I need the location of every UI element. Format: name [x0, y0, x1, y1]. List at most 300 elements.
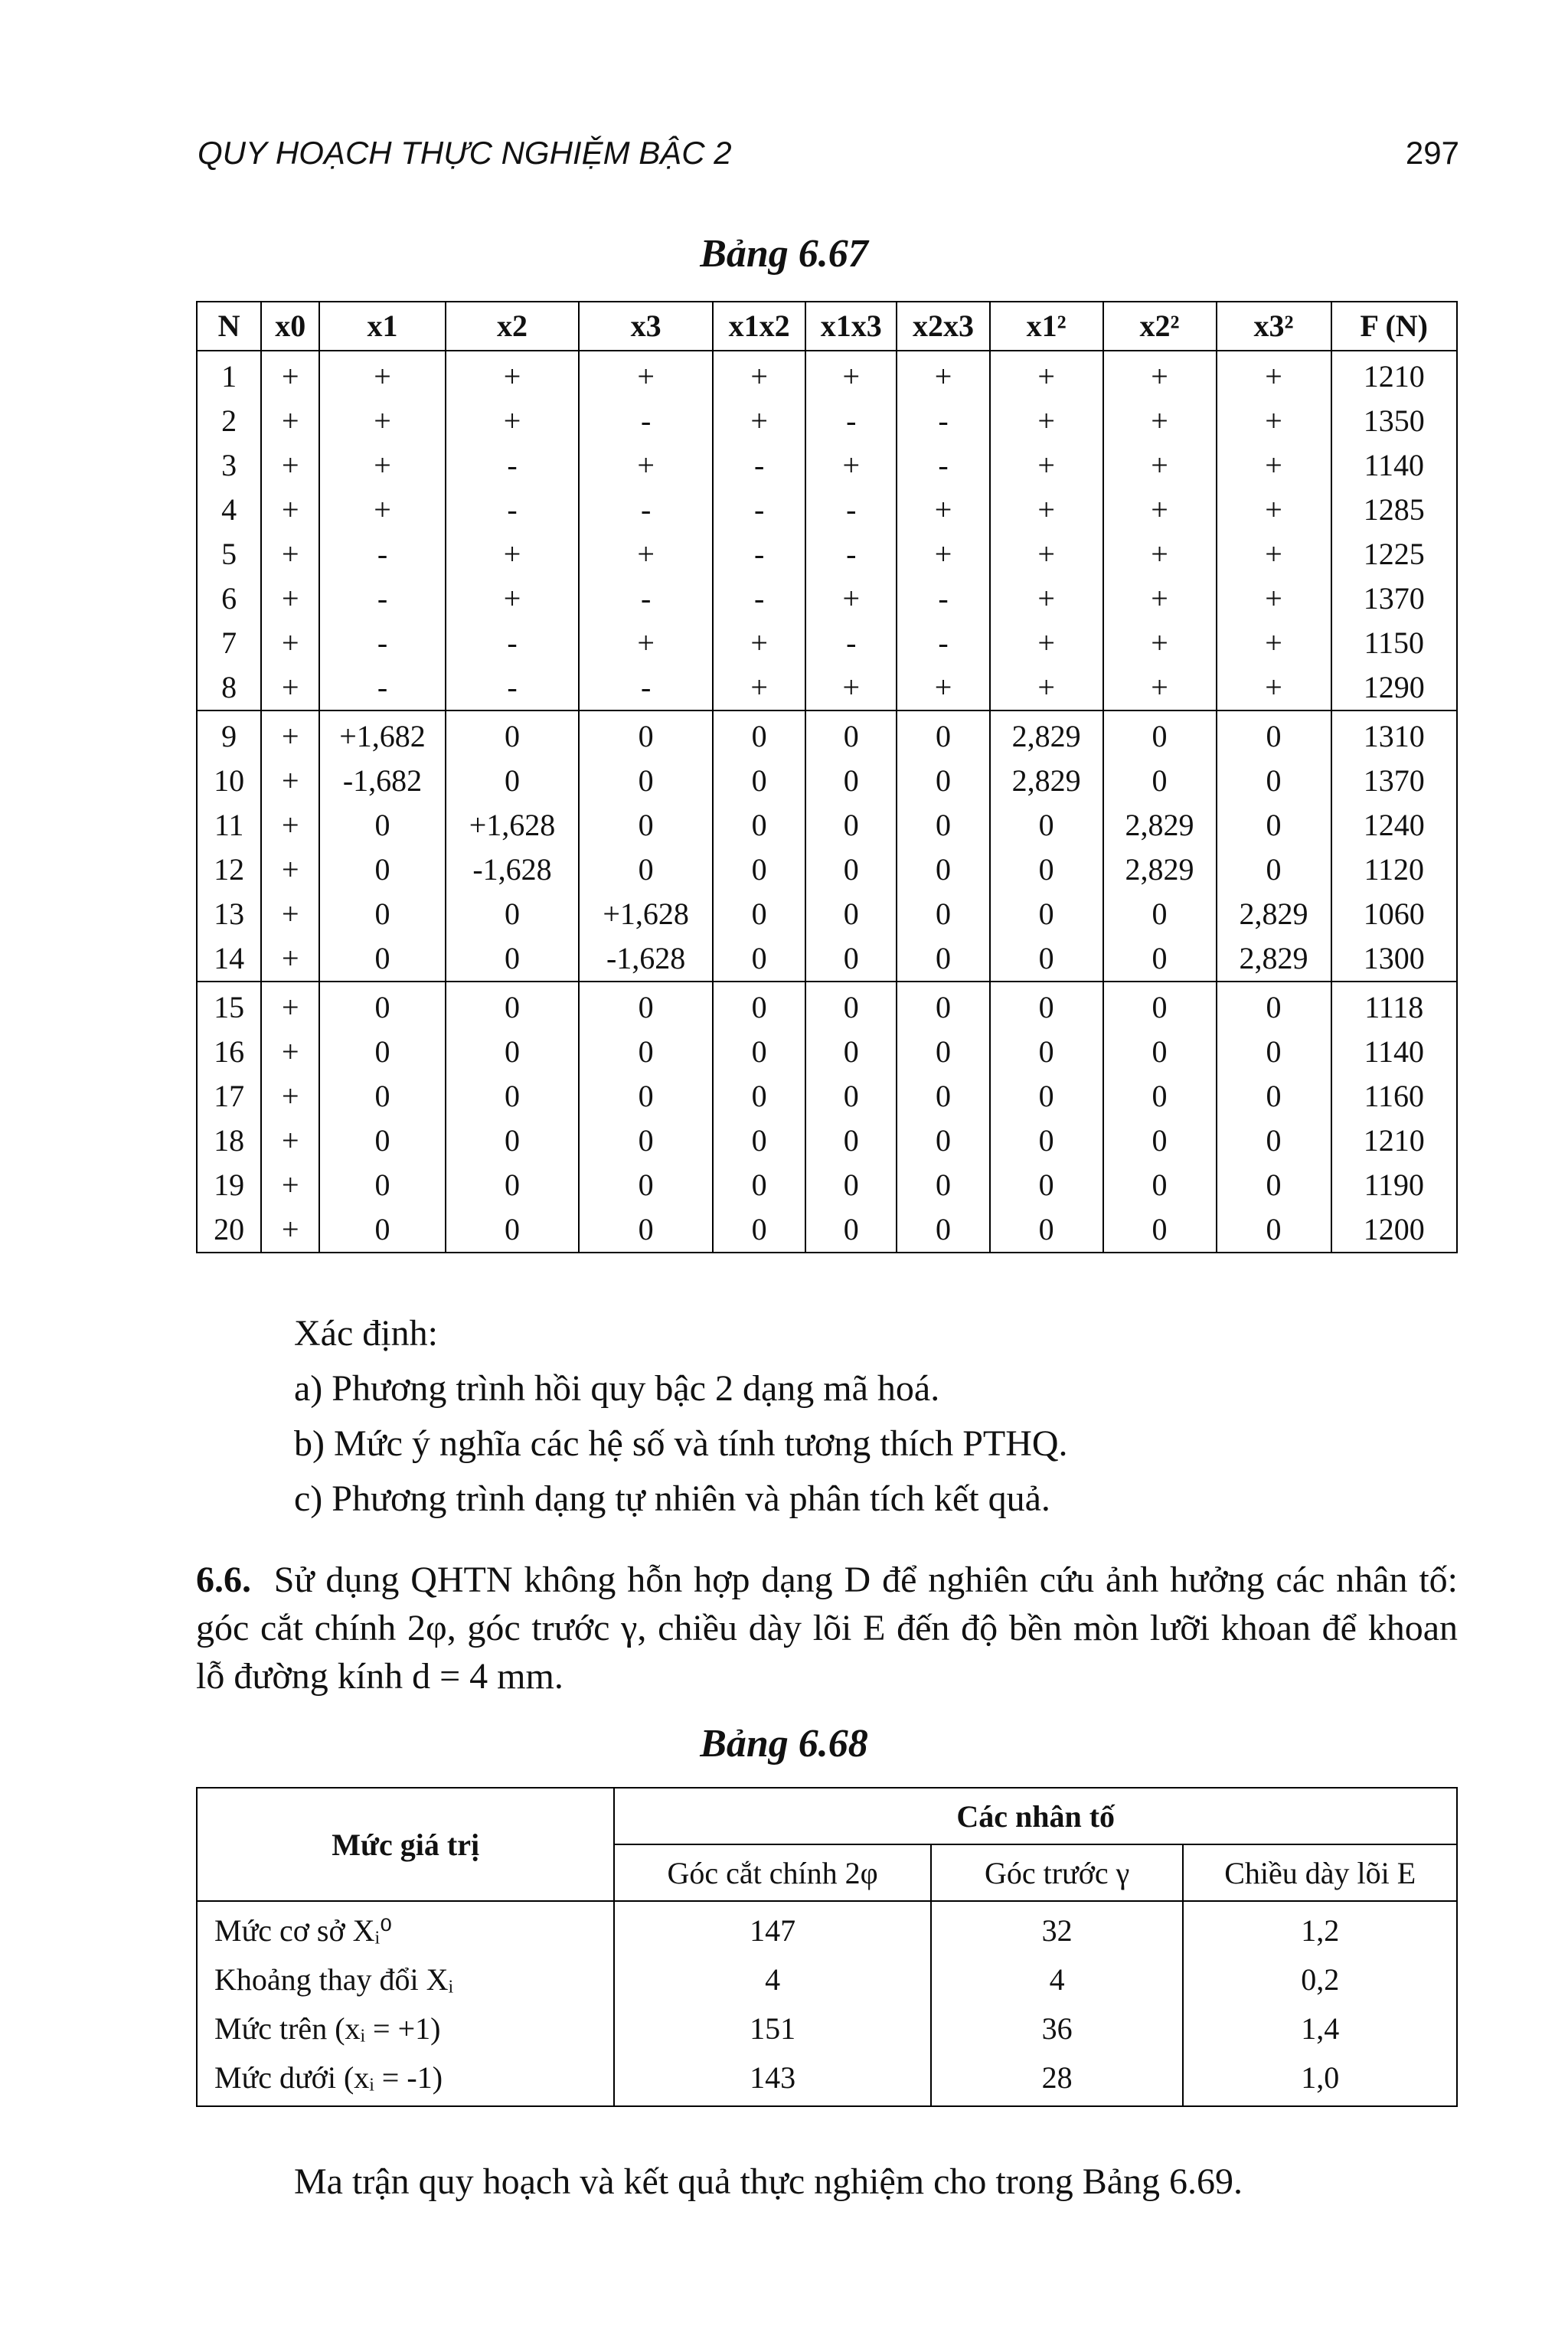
table-cell: 36: [931, 2004, 1184, 2053]
table-cell: 0: [897, 936, 989, 982]
table-cell: +: [713, 399, 805, 443]
table-cell: 0: [579, 1163, 713, 1207]
table-cell: 0: [446, 1163, 580, 1207]
table-cell: 0: [579, 1030, 713, 1074]
table-cell: 1225: [1331, 532, 1457, 577]
table-cell: 1310: [1331, 710, 1457, 759]
page-header: [198, 135, 1459, 181]
table-cell: 0: [1217, 1074, 1331, 1119]
table-row: [197, 1901, 1457, 1955]
table-cell: 12: [197, 848, 261, 892]
table-cell: 0: [713, 892, 805, 936]
table-68-caption: Bảng 6.68: [700, 1722, 868, 1766]
table-cell: 0: [1103, 892, 1217, 936]
table-cell: 0: [446, 1030, 580, 1074]
table-cell: +: [990, 665, 1103, 710]
table-cell: 0: [713, 982, 805, 1030]
table-cell: 0: [897, 1074, 989, 1119]
table-cell: 1190: [1331, 1163, 1457, 1207]
table-cell: -: [897, 577, 989, 621]
table-cell: 1140: [1331, 443, 1457, 488]
table-cell: +: [579, 443, 713, 488]
table-cell: 0: [579, 759, 713, 803]
table-cell: +: [261, 399, 319, 443]
factor-header-3: Chiều dày lõi E: [1183, 1844, 1457, 1901]
table-cell: 2,829: [1217, 892, 1331, 936]
table-cell: 0: [1103, 1207, 1217, 1253]
table-cell: 0: [1217, 1207, 1331, 1253]
table-cell: 0: [579, 1119, 713, 1163]
table-cell: 7: [197, 621, 261, 665]
problem-paragraph: [196, 1556, 1458, 1700]
table-cell: 147: [614, 1901, 930, 1955]
table-cell: -: [897, 399, 989, 443]
table-cell: +: [805, 443, 897, 488]
table-cell: +1,628: [579, 892, 713, 936]
table-cell: -: [579, 665, 713, 710]
table-cell: +: [1103, 488, 1217, 532]
table-cell: 1200: [1331, 1207, 1457, 1253]
table-67-col-header: x1: [319, 302, 445, 351]
table-cell: 0: [446, 710, 580, 759]
table-cell: 0: [1217, 710, 1331, 759]
table-cell: 1160: [1331, 1074, 1457, 1119]
table-cell: 0: [1103, 710, 1217, 759]
table-row: [197, 1207, 1457, 1253]
table-cell: +: [713, 665, 805, 710]
table-cell: 1140: [1331, 1030, 1457, 1074]
table-cell: +: [1103, 399, 1217, 443]
table-row: [197, 759, 1457, 803]
table-cell: +: [579, 621, 713, 665]
table-cell: +: [579, 351, 713, 399]
table-row: [197, 848, 1457, 892]
task-b: b) Mức ý nghĩa các hệ số và tính tương thích PTHQ.: [294, 1423, 1068, 1464]
table-cell: +: [446, 532, 580, 577]
table-cell: 0: [1217, 1030, 1331, 1074]
table-cell: 4: [614, 1955, 930, 2004]
table-cell: 0: [319, 1119, 445, 1163]
table-row: [197, 892, 1457, 936]
table-cell: 8: [197, 665, 261, 710]
table-cell: -: [446, 488, 580, 532]
table-cell: 13: [197, 892, 261, 936]
table-cell: 28: [931, 2053, 1184, 2106]
table-cell: +: [446, 577, 580, 621]
table-cell: 1,2: [1183, 1901, 1457, 1955]
table-cell: +: [1217, 577, 1331, 621]
table-cell: 2,829: [990, 759, 1103, 803]
table-cell: 0: [713, 710, 805, 759]
table-cell: 0: [805, 848, 897, 892]
table-67-col-header: x2: [446, 302, 580, 351]
table-cell: 0: [713, 1207, 805, 1253]
factor-header-2: Góc trước γ: [931, 1844, 1184, 1901]
table-cell: -: [713, 443, 805, 488]
table-row: [197, 399, 1457, 443]
table-cell: 0: [990, 1030, 1103, 1074]
table-cell: +: [897, 488, 989, 532]
group-header-cell: Các nhân tố: [614, 1788, 1457, 1844]
table-cell: +: [713, 621, 805, 665]
table-cell: 0: [446, 936, 580, 982]
table-cell: 1060: [1331, 892, 1457, 936]
table-cell: 9: [197, 710, 261, 759]
problem-number: 6.6.: [196, 1560, 251, 1600]
table-cell: +: [261, 936, 319, 982]
table-cell: 0: [446, 982, 580, 1030]
row-header-cell: Mức giá trị: [197, 1788, 614, 1901]
table-cell: 0: [446, 1119, 580, 1163]
table-cell: 0: [446, 892, 580, 936]
table-cell: +: [805, 351, 897, 399]
table-cell: 0: [713, 1163, 805, 1207]
table-row: [197, 577, 1457, 621]
table-cell: +: [1217, 443, 1331, 488]
table-cell: +: [261, 621, 319, 665]
table-cell: -: [713, 577, 805, 621]
table-row: [197, 1955, 1457, 2004]
table-cell: +: [261, 532, 319, 577]
table-cell: 0: [319, 892, 445, 936]
table-row: [197, 1163, 1457, 1207]
table-cell: +: [261, 1119, 319, 1163]
table-cell: 2,829: [990, 710, 1103, 759]
table-cell: 0: [579, 803, 713, 848]
table-cell: +: [1103, 443, 1217, 488]
task-intro: Xác định:: [294, 1313, 438, 1354]
table-row: [197, 2053, 1457, 2106]
table-cell: 0: [897, 892, 989, 936]
table-cell: 0,2: [1183, 1955, 1457, 2004]
table-67-header-row: [197, 302, 1457, 351]
table-cell: 2,829: [1217, 936, 1331, 982]
table-cell: -1,682: [319, 759, 445, 803]
table-cell: +: [261, 443, 319, 488]
table-68: [196, 1787, 1458, 2107]
table-cell: 0: [319, 982, 445, 1030]
table-cell: -1,628: [446, 848, 580, 892]
table-cell: -: [713, 532, 805, 577]
table-cell: 32: [931, 1901, 1184, 1955]
table-cell: 0: [579, 848, 713, 892]
table-cell: 0: [713, 1030, 805, 1074]
table-cell: -: [446, 443, 580, 488]
table-row: [197, 1119, 1457, 1163]
problem-text: Sử dụng QHTN không hỗn hợp dạng D để nghiên cứu ảnh hưởng các nhân tố: góc cắt chính 2φ, góc trước γ, chiều dày lõi E đến độ bền mòn lưỡi khoan để khoan lỗ đường kính d = 4 mm.: [196, 1560, 1459, 1697]
table-cell: 0: [897, 759, 989, 803]
table-cell: +: [990, 621, 1103, 665]
table-cell: 0: [805, 936, 897, 982]
table-cell: +: [261, 1207, 319, 1253]
table-cell: 0: [897, 848, 989, 892]
table-cell: -: [805, 532, 897, 577]
table-cell: 6: [197, 577, 261, 621]
table-cell: -1,628: [579, 936, 713, 982]
table-cell: 0: [897, 1119, 989, 1163]
table-cell: 0: [319, 1030, 445, 1074]
table-cell: 0: [897, 1207, 989, 1253]
table-cell: +: [897, 665, 989, 710]
table-cell: 14: [197, 936, 261, 982]
table-cell: +: [261, 848, 319, 892]
table-cell: +: [261, 577, 319, 621]
table-cell: 4: [931, 1955, 1184, 2004]
table-row: [197, 621, 1457, 665]
table-cell: 17: [197, 1074, 261, 1119]
table-cell: 0: [805, 892, 897, 936]
table-cell: +: [990, 351, 1103, 399]
table-cell: 0: [805, 1074, 897, 1119]
table-67-col-header: N: [197, 302, 261, 351]
table-cell: 0: [446, 759, 580, 803]
table-cell: +: [1217, 532, 1331, 577]
table-cell: 0: [897, 803, 989, 848]
table-cell: -: [579, 399, 713, 443]
table-row: [197, 351, 1457, 399]
factor-header-1: Góc cắt chính 2φ: [614, 1844, 930, 1901]
table-cell: 0: [990, 892, 1103, 936]
table-cell: +: [897, 532, 989, 577]
table-cell: 1118: [1331, 982, 1457, 1030]
table-67-col-header: x0: [261, 302, 319, 351]
table-cell: +: [713, 351, 805, 399]
table-cell: +: [1217, 621, 1331, 665]
table-cell: +: [1217, 399, 1331, 443]
table-67-col-header: x3: [579, 302, 713, 351]
table-cell: +: [1103, 577, 1217, 621]
table-cell: +: [261, 1030, 319, 1074]
table-67-col-header: x1x2: [713, 302, 805, 351]
table-cell: 0: [579, 1074, 713, 1119]
table-cell: 0: [990, 1074, 1103, 1119]
table-cell: 1120: [1331, 848, 1457, 892]
table-cell: 143: [614, 2053, 930, 2106]
task-c: c) Phương trình dạng tự nhiên và phân tích kết quả.: [294, 1478, 1050, 1519]
table-cell: 16: [197, 1030, 261, 1074]
table-cell: 0: [805, 1119, 897, 1163]
table-cell: 0: [1103, 1163, 1217, 1207]
table-cell: +: [261, 803, 319, 848]
table-cell: +: [1217, 351, 1331, 399]
table-cell: 0: [990, 1163, 1103, 1207]
table-cell: 0: [1103, 936, 1217, 982]
table-67-col-header: x3²: [1217, 302, 1331, 351]
table-cell: 0: [319, 803, 445, 848]
table-cell: 0: [1103, 1030, 1217, 1074]
table-cell: 0: [805, 1030, 897, 1074]
table-cell: 1370: [1331, 759, 1457, 803]
table-cell: -: [319, 577, 445, 621]
table-cell: 20: [197, 1207, 261, 1253]
table-cell: 0: [1217, 1163, 1331, 1207]
table-67-caption: Bảng 6.67: [700, 232, 868, 276]
table-cell: 0: [1217, 803, 1331, 848]
table-cell: +1,682: [319, 710, 445, 759]
row-label: Mức cơ sở Xᵢ⁰: [197, 1901, 614, 1955]
table-cell: +: [446, 399, 580, 443]
table-cell: +: [897, 351, 989, 399]
table-cell: 0: [990, 982, 1103, 1030]
row-label: Mức trên (xᵢ = +1): [197, 2004, 614, 2053]
table-cell: 0: [990, 1207, 1103, 1253]
table-cell: 0: [319, 936, 445, 982]
table-cell: +: [319, 399, 445, 443]
table-cell: 0: [319, 1207, 445, 1253]
table-cell: +: [805, 665, 897, 710]
table-cell: 0: [446, 1207, 580, 1253]
table-cell: +: [446, 351, 580, 399]
table-cell: 151: [614, 2004, 930, 2053]
table-cell: +: [261, 710, 319, 759]
table-cell: +: [319, 443, 445, 488]
table-cell: +: [990, 399, 1103, 443]
table-cell: 0: [319, 848, 445, 892]
table-cell: +: [261, 982, 319, 1030]
table-cell: +: [990, 577, 1103, 621]
table-cell: +: [990, 443, 1103, 488]
table-cell: -: [446, 665, 580, 710]
table-row: [197, 488, 1457, 532]
table-cell: +: [990, 532, 1103, 577]
table-cell: -: [805, 488, 897, 532]
table-cell: +: [1217, 488, 1331, 532]
table-67-col-header: F (N): [1331, 302, 1457, 351]
footer-text: Ma trận quy hoạch và kết quả thực nghiệm cho trong Bảng 6.69.: [294, 2161, 1243, 2202]
table-cell: 0: [897, 710, 989, 759]
table-cell: 0: [713, 759, 805, 803]
table-row: [197, 665, 1457, 710]
table-cell: 0: [805, 803, 897, 848]
table-cell: 0: [319, 1074, 445, 1119]
table-cell: 0: [1103, 759, 1217, 803]
table-cell: 0: [805, 759, 897, 803]
table-cell: -: [319, 621, 445, 665]
table-cell: -: [446, 621, 580, 665]
table-cell: 1300: [1331, 936, 1457, 982]
table-cell: 0: [1217, 982, 1331, 1030]
table-row: [197, 803, 1457, 848]
table-cell: 2,829: [1103, 803, 1217, 848]
table-cell: +: [805, 577, 897, 621]
table-cell: 15: [197, 982, 261, 1030]
table-cell: -: [805, 399, 897, 443]
table-row: [197, 1030, 1457, 1074]
table-cell: 0: [990, 936, 1103, 982]
table-cell: 0: [579, 982, 713, 1030]
table-cell: 0: [1217, 759, 1331, 803]
table-row: [197, 710, 1457, 759]
table-cell: 2: [197, 399, 261, 443]
table-cell: 0: [713, 936, 805, 982]
table-cell: -: [319, 532, 445, 577]
table-cell: 0: [713, 803, 805, 848]
table-row: [197, 982, 1457, 1030]
table-cell: 0: [805, 1207, 897, 1253]
row-label: Mức dưới (xᵢ = -1): [197, 2053, 614, 2106]
table-cell: 1210: [1331, 351, 1457, 399]
table-cell: +: [1103, 351, 1217, 399]
table-cell: 0: [319, 1163, 445, 1207]
table-cell: 4: [197, 488, 261, 532]
table-cell: 0: [579, 1207, 713, 1253]
table-cell: 0: [579, 710, 713, 759]
table-cell: +: [1103, 532, 1217, 577]
table-cell: 0: [897, 1030, 989, 1074]
table-cell: -: [319, 665, 445, 710]
table-cell: +: [990, 488, 1103, 532]
table-cell: +: [261, 1074, 319, 1119]
row-label: Khoảng thay đổi Xᵢ: [197, 1955, 614, 2004]
table-cell: -: [579, 488, 713, 532]
table-cell: 0: [897, 1163, 989, 1207]
table-67-col-header: x1x3: [805, 302, 897, 351]
table-cell: 19: [197, 1163, 261, 1207]
table-cell: -: [579, 577, 713, 621]
table-cell: 5: [197, 532, 261, 577]
table-67-col-header: x2²: [1103, 302, 1217, 351]
table-cell: 0: [446, 1074, 580, 1119]
table-cell: 0: [990, 848, 1103, 892]
task-a: a) Phương trình hồi quy bậc 2 dạng mã hoá.: [294, 1368, 940, 1409]
table-cell: -: [897, 443, 989, 488]
table-cell: 1290: [1331, 665, 1457, 710]
table-cell: 0: [1103, 1074, 1217, 1119]
table-cell: 18: [197, 1119, 261, 1163]
table-cell: 0: [990, 1119, 1103, 1163]
table-cell: +: [261, 488, 319, 532]
table-cell: 0: [990, 803, 1103, 848]
table-cell: 0: [713, 1074, 805, 1119]
table-cell: 1150: [1331, 621, 1457, 665]
table-cell: 2,829: [1103, 848, 1217, 892]
table-cell: +: [1217, 665, 1331, 710]
table-cell: 0: [1103, 982, 1217, 1030]
table-cell: 1,4: [1183, 2004, 1457, 2053]
table-cell: -: [713, 488, 805, 532]
page-number: 297: [1405, 135, 1459, 171]
table-cell: 0: [805, 710, 897, 759]
table-cell: +: [261, 759, 319, 803]
table-cell: 0: [805, 1163, 897, 1207]
table-cell: +: [261, 1163, 319, 1207]
table-67: [196, 301, 1458, 1253]
table-cell: +: [319, 351, 445, 399]
table-67-col-header: x2x3: [897, 302, 989, 351]
table-row: [197, 532, 1457, 577]
table-cell: 1350: [1331, 399, 1457, 443]
table-cell: -: [805, 621, 897, 665]
table-cell: -: [897, 621, 989, 665]
table-cell: +: [261, 351, 319, 399]
table-cell: 1: [197, 351, 261, 399]
table-cell: 11: [197, 803, 261, 848]
table-cell: 1370: [1331, 577, 1457, 621]
table-cell: +: [579, 532, 713, 577]
table-cell: +: [261, 665, 319, 710]
table-cell: 1,0: [1183, 2053, 1457, 2106]
table-row: [197, 936, 1457, 982]
table-cell: +: [261, 892, 319, 936]
table-cell: 0: [1217, 1119, 1331, 1163]
table-cell: 0: [713, 1119, 805, 1163]
running-title: QUY HOẠCH THỰC NGHIỆM BẬC 2: [198, 135, 732, 171]
table-cell: 1240: [1331, 803, 1457, 848]
table-row: [197, 1074, 1457, 1119]
table-cell: 0: [897, 982, 989, 1030]
table-row: [197, 2004, 1457, 2053]
table-cell: +: [319, 488, 445, 532]
